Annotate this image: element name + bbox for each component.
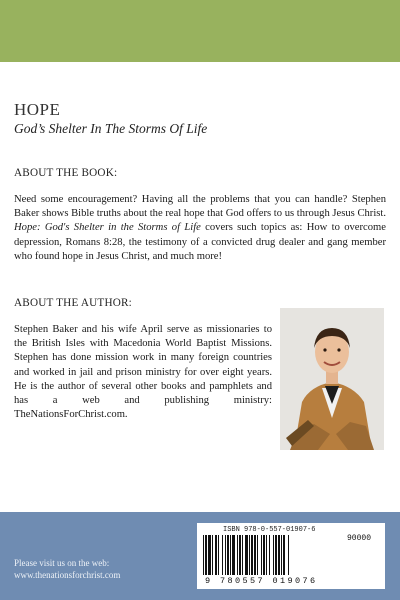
barcode-bar — [230, 535, 231, 575]
barcode-bar — [218, 535, 219, 575]
isbn-barcode — [197, 523, 385, 589]
about-author-text: Stephen Baker and his wife April serve as missionaries to the British Isles with Macedonia World Baptist Missions. Stephen has done mission work in many foreign countries and worked in jail and prison ministry for over eight years. He is the author of several other books and pamphlets and has a web and publishing ministry: TheNationsForChrist.com. — [14, 324, 272, 421]
barcode-bar — [245, 535, 248, 575]
barcode-bar — [215, 535, 217, 575]
barcode-digits: 9 780557 019076 — [205, 576, 318, 586]
barcode-bar — [257, 535, 258, 575]
author-photo-drawing — [280, 308, 384, 450]
barcode-bar — [281, 535, 282, 575]
barcode-bar — [263, 535, 265, 575]
barcode-bar — [266, 535, 267, 575]
barcode-bar — [232, 535, 235, 575]
barcode-bar — [251, 535, 253, 575]
about-book-text-part1: Need some encouragement? Having all the problems that you can handle? Stephen Baker shows Bible truths about the real hope that God offers to us through Jesus Christ. — [14, 194, 386, 220]
barcode-bar — [208, 535, 211, 575]
book-title: HOPE — [14, 100, 61, 119]
barcode-bar — [275, 535, 277, 575]
barcode-bar — [283, 535, 285, 575]
barcode-bar — [269, 535, 270, 575]
barcode-bar — [227, 535, 229, 575]
barcode-bar — [261, 535, 262, 575]
about-book-heading: ABOUT THE BOOK: — [14, 167, 118, 179]
about-book-text-part2: covers such topics as: How to overcome depression, Romans 8:28, the testimony of a convicted drug dealer and gang member who found hope in Jesus Christ, and much more! — [14, 222, 386, 262]
about-book-text — [14, 193, 386, 264]
barcode-bar — [288, 535, 289, 575]
about-book-text-italic: Hope: God's Shelter in the Storms of Life — [14, 222, 201, 234]
price-code: 90000 — [347, 534, 372, 543]
barcode-bar — [203, 535, 204, 575]
barcode-bar — [254, 535, 256, 575]
barcode-bar — [212, 535, 213, 575]
author-photo — [280, 308, 384, 450]
barcode-bar — [205, 535, 207, 575]
top-green-band — [0, 0, 400, 62]
isbn-label: ISBN 978-0-557-01907-6 — [223, 526, 316, 534]
barcode-bar — [242, 535, 243, 575]
barcode-bars — [203, 535, 343, 575]
barcode-bar — [237, 535, 238, 575]
barcode-bar — [222, 535, 223, 575]
barcode-bar — [249, 535, 250, 575]
visit-line: Please visit us on the web: — [14, 558, 110, 568]
barcode-bar — [225, 535, 226, 575]
website-url[interactable]: www.thenationsforchrist.com — [14, 570, 121, 580]
back-cover-content — [14, 62, 386, 512]
book-subtitle: God’s Shelter In The Storms Of Life — [14, 121, 208, 136]
about-author-heading: ABOUT THE AUTHOR: — [14, 297, 132, 309]
barcode-bar — [239, 535, 241, 575]
barcode-bar — [278, 535, 280, 575]
website-info — [14, 557, 120, 581]
barcode-bar — [273, 535, 274, 575]
